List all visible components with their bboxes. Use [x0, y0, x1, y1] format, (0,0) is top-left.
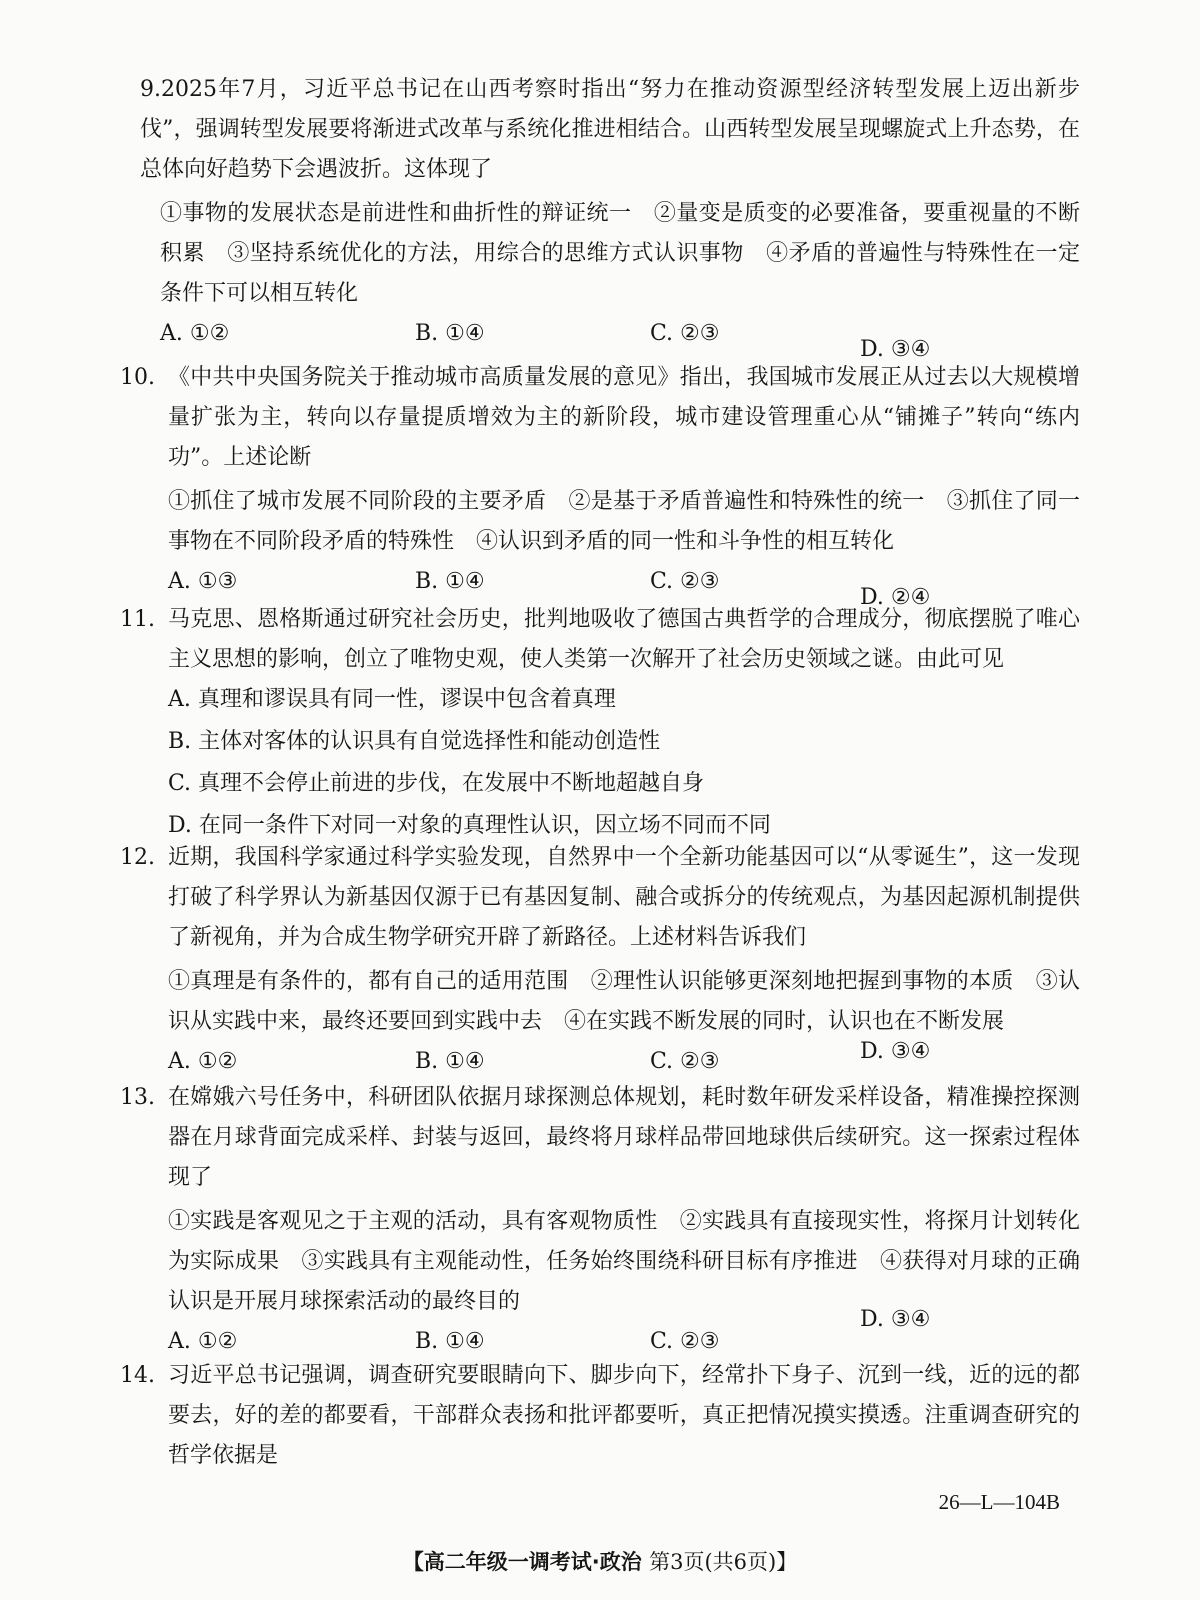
exam-code: 26—L—104B: [938, 1490, 1060, 1514]
exam-title: 【高二年级一调考试·政治: [402, 1550, 642, 1574]
option-c[interactable]: C. 真理不会停止前进的步伐，在发展中不断地超越自身: [168, 771, 705, 796]
choice-b[interactable]: B. ①④: [415, 569, 485, 594]
question-13: [120, 1078, 1080, 1362]
question-14: [120, 1356, 1080, 1476]
question-9: [140, 70, 1080, 362]
choice-b[interactable]: B. ①④: [415, 1049, 485, 1074]
choice-c[interactable]: C. ②③: [650, 569, 720, 594]
page-number: 第3页(共6页)】: [649, 1550, 798, 1574]
question-text: 习近平总书记强调，调查研究要眼睛向下、脚步向下，经常扑下身子、沉到一线，近的远的都要去，好的差的都要看，干部群众表扬和批评都要听，真正把情况摸实摸透。注重调查研究的哲学依据是: [168, 1363, 1080, 1468]
statement-items: ①事物的发展状态是前进性和曲折性的辩证统一 ②量变是质变的必要准备，要重视量的不断积累 ③坚持系统优化的方法，用综合的思维方式认识事物 ④矛盾的普遍性与特殊性在一定条件下可以相互转化: [160, 201, 1080, 306]
answer-choices: [140, 1039, 1080, 1082]
question-text: 2025年7月，习近平总书记在山西考察时指出“努力在推动资源型经济转型发展上迈出新步伐”，强调转型发展要将渐进式改革与系统化推进相结合。山西转型发展呈现螺旋式上升态势，在总体向好趋势下会遇波折。这体现了: [140, 77, 1080, 182]
choice-a[interactable]: A. ①③: [168, 569, 238, 594]
choice-c[interactable]: C. ②③: [650, 1049, 720, 1074]
choice-c[interactable]: C. ②③: [650, 1329, 720, 1354]
choice-a[interactable]: A. ①②: [160, 321, 230, 346]
choice-a[interactable]: A. ①②: [168, 1329, 238, 1354]
choice-d[interactable]: D. ③④: [860, 1307, 931, 1332]
statement-items: ①抓住了城市发展不同阶段的主要矛盾 ②是基于矛盾普遍性和特殊性的统一 ③抓住了同一事物在不同阶段矛盾的特殊性 ④认识到矛盾的同一性和斗争性的相互转化: [168, 489, 1080, 554]
answer-choices: [140, 562, 1080, 610]
question-number: 13.: [120, 1085, 155, 1110]
question-text: 在嫦娥六号任务中，科研团队依据月球探测总体规划，耗时数年研发采样设备，精准操控探测器在月球背面完成采样、封装与返回，最终将月球样品带回地球供后续研究。这一探索过程体现了: [168, 1085, 1080, 1190]
choice-d[interactable]: D. ③④: [860, 337, 931, 362]
question-number: 9.: [140, 77, 161, 102]
answer-options: [140, 680, 1080, 848]
choice-c[interactable]: C. ②③: [650, 321, 720, 346]
statement-items: ①实践是客观见之于主观的活动，具有客观物质性 ②实践具有直接现实性，将探月计划转化为实际成果 ③实践具有主观能动性，任务始终围绕科研目标有序推进 ④获得对月球的正确认识是开展月球探索活动的最终目的: [168, 1209, 1080, 1314]
question-text: 马克思、恩格斯通过研究社会历史，批判地吸收了德国古典哲学的合理成分，彻底摆脱了唯心主义思想的影响，创立了唯物史观，使人类第一次解开了社会历史领域之谜。由此可见: [168, 607, 1080, 672]
choice-d[interactable]: D. ②④: [860, 585, 931, 610]
answer-choices: [140, 314, 1080, 362]
option-b[interactable]: B. 主体对客体的认识具有自觉选择性和能动创造性: [168, 729, 661, 754]
statement-items: ①真理是有条件的，都有自己的适用范围 ②理性认识能够更深刻地把握到事物的本质 ③认识从实践中来，最终还要回到实践中去 ④在实践不断发展的同时，认识也在不断发展: [168, 969, 1080, 1034]
question-12: [120, 838, 1080, 1082]
question-text: 《中共中央国务院关于推动城市高质量发展的意见》指出，我国城市发展正从过去以大规模增量扩张为主，转向以存量提质增效为主的新阶段，城市建设管理重心从“铺摊子”转向“练内功”。上述论断: [168, 365, 1080, 470]
question-number: 10.: [120, 365, 155, 390]
choice-b[interactable]: B. ①④: [415, 321, 485, 346]
question-10: [120, 358, 1080, 610]
question-text: 近期，我国科学家通过科学实验发现，自然界中一个全新功能基因可以“从零诞生”，这一发现打破了科学界认为新基因仅源于已有基因复制、融合或拆分的传统观点，为基因起源机制提供了新视角，并为合成生物学研究开辟了新路径。上述材料告诉我们: [168, 845, 1080, 950]
question-number: 14.: [120, 1363, 155, 1388]
question-stem: [140, 70, 1080, 190]
choice-d[interactable]: D. ③④: [860, 1039, 931, 1064]
choice-a[interactable]: A. ①②: [168, 1049, 238, 1074]
option-d[interactable]: D. 在同一条件下对同一对象的真理性认识，因立场不同而不同: [168, 813, 771, 838]
page-footer: [0, 1546, 1200, 1576]
choice-b[interactable]: B. ①④: [415, 1329, 485, 1354]
question-number: 11.: [120, 607, 155, 632]
question-11: [120, 600, 1080, 848]
question-number: 12.: [120, 845, 155, 870]
option-a[interactable]: A. 真理和谬误具有同一性，谬误中包含着真理: [168, 687, 616, 712]
